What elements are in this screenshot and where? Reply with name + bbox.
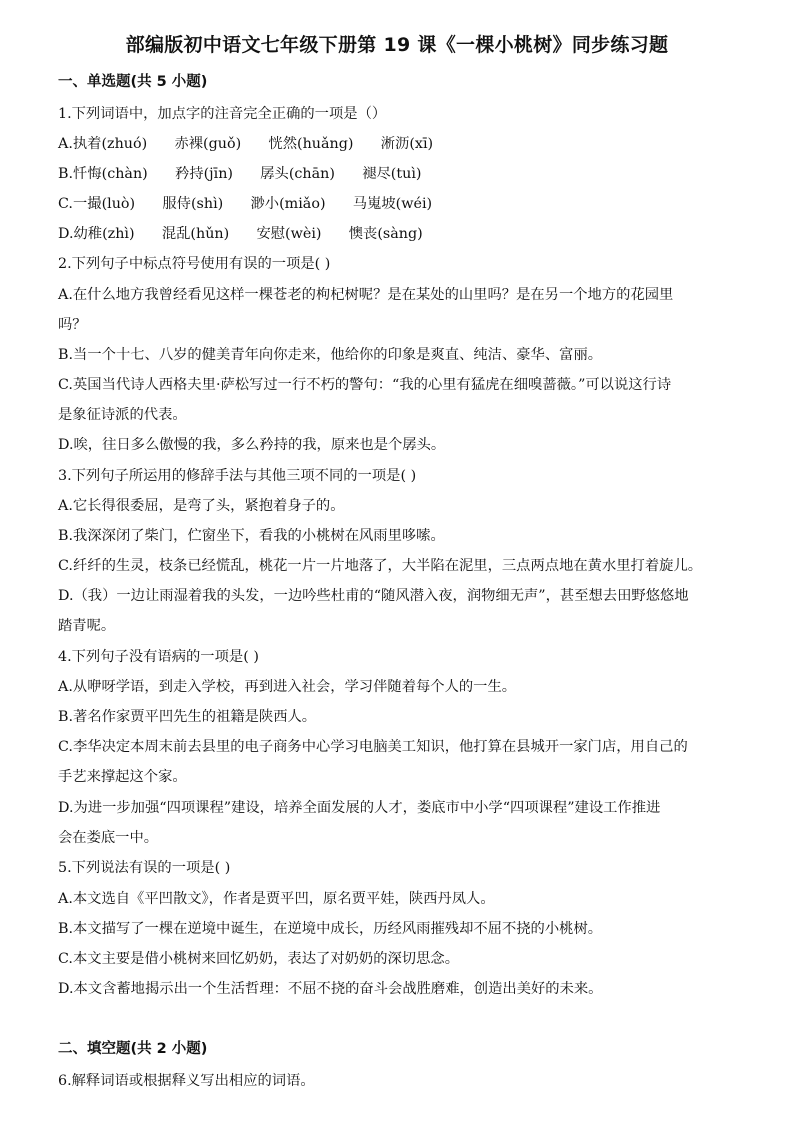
question-5-option-b: B.本文描写了一棵在逆境中诞生，在逆境中成长，历经风雨摧残却不屈不挠的小桃树。 — [58, 921, 603, 937]
question-3-option-d: D.（我）一边让雨湿着我的头发，一边吟些杜甫的“随风潜入夜，润物细无声”，甚至想去田野悠悠地 — [58, 588, 689, 604]
question-4-option-d: D.为进一步加强“四项课程”建设，培养全面发展的人才，娄底市中小学“四项课程”建设工作推进 — [58, 800, 661, 816]
question-2-option-c: C.英国当代诗人西格夫里·萨松写过一行不朽的警句：“我的心里有猛虎在细嗅蔷薇。”可以说这行诗 — [58, 377, 672, 393]
question-2-option-a-cont: 吗？ — [58, 317, 87, 333]
question-4-option-d-cont: 会在娄底一中。 — [58, 830, 159, 846]
question-2-option-b: B.当一个十七、八岁的健美青年向你走来，他给你的印象是爽直、纯洁、豪华、富丽。 — [58, 347, 603, 363]
question-3-stem: 3.下列句子所运用的修辞手法与其他三项不同的一项是( ) — [58, 468, 417, 484]
question-3-option-c: C.纤纤的生灵，枝条已经慌乱，桃花一片一片地落了，大半陷在泥里，三点两点地在黄水里打着旋儿。 — [58, 558, 703, 574]
question-2-stem: 2.下列句子中标点符号使用有误的一项是( ) — [58, 256, 331, 272]
question-4-option-a: A.从咿呀学语，到走入学校，再到进入社会，学习伴随着每个人的一生。 — [58, 679, 517, 695]
question-3-option-a: A.它长得很委屈，是弯了头，紧抱着身子的。 — [58, 498, 345, 514]
section-heading-fill-blank: 二、填空题(共 2 小题) — [58, 1041, 208, 1057]
question-6-stem: 6.解释词语或根据释义写出相应的词语。 — [58, 1073, 315, 1089]
question-4-option-c: C.李华决定本周末前去县里的电子商务中心学习电脑美工知识，他打算在县城开一家门店，用自己的 — [58, 739, 688, 755]
page-title: 部编版初中语文七年级下册第 19 课《一棵小桃树》同步练习题 — [125, 34, 669, 56]
question-1-stem: 1.下列词语中，加点字的注音完全正确的一项是（） — [58, 106, 387, 122]
question-1-option-c: C.一撮(luò) 服侍(shì) 渺小(miǎo) 马嵬坡(wéi) — [58, 196, 433, 212]
question-4-stem: 4.下列句子没有语病的一项是( ) — [58, 649, 259, 665]
question-1-option-a: A.执着(zhuó) 赤裸(guǒ) 恍然(huǎng) 淅沥(xī) — [58, 136, 434, 152]
question-4-option-b: B.著名作家贾平凹先生的祖籍是陕西人。 — [58, 709, 317, 725]
question-5-option-d: D.本文含蓄地揭示出一个生活哲理：不屈不挠的奋斗会战胜磨难，创造出美好的未来。 — [58, 981, 603, 997]
question-2-option-a: A.在什么地方我曾经看见这样一棵苍老的枸杞树呢？是在某处的山里吗？是在另一个地方的花园里 — [58, 287, 674, 303]
question-2-option-d: D.唉，往日多么傲慢的我，多么矜持的我，原来也是个孱头。 — [58, 437, 446, 453]
question-5-option-a: A.本文选自《平凹散文》，作者是贾平凹，原名贾平娃，陕西丹凤人。 — [58, 891, 495, 907]
question-3-option-b: B.我深深闭了柴门，伫窗坐下，看我的小桃树在风雨里哆嗦。 — [58, 528, 445, 544]
section-heading-single-choice: 一、单选题(共 5 小题) — [58, 74, 208, 90]
question-5-stem: 5.下列说法有误的一项是( ) — [58, 860, 231, 876]
question-2-option-c-cont: 是象征诗派的代表。 — [58, 407, 187, 423]
question-1-option-d: D.幼稚(zhì) 混乱(hǔn) 安慰(wèi) 懊丧(sàng) — [58, 226, 423, 242]
question-3-option-d-cont: 踏青呢。 — [58, 618, 116, 634]
question-4-option-c-cont: 手艺来撑起这个家。 — [58, 769, 187, 785]
question-1-option-b: B.忏悔(chàn) 矜持(jīn) 孱头(chān) 褪尽(tuì) — [58, 166, 422, 182]
question-5-option-c: C.本文主要是借小桃树来回忆奶奶，表达了对奶奶的深切思念。 — [58, 951, 459, 967]
